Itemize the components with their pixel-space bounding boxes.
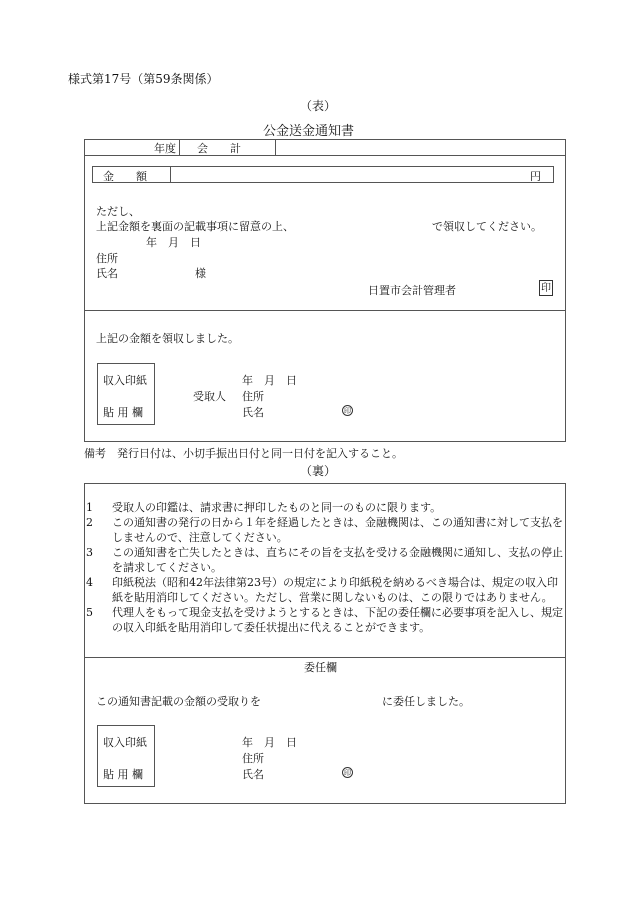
receipt-divider (84, 310, 566, 311)
stamp-affix-label-front: 貼 用 欄 (103, 406, 143, 419)
note-item (86, 515, 564, 545)
recipient-address-label: 住所 (242, 390, 264, 403)
delegation-text-prefix: この通知書記載の金額の受取りを (96, 695, 261, 708)
note-text: 代理人をもって現金支払を受けようとするときは、下記の委任欄に必要事項を記入し、規定の収入印紙を貼用消印して委任状提出に代えることができます。 (112, 606, 563, 634)
proviso-text-suffix: で領収してください。 (432, 220, 542, 233)
amount-divider (170, 166, 171, 183)
fiscal-year-label: 年度 (154, 142, 176, 155)
amount-label: 金 額 (103, 170, 147, 183)
issuer-seal-icon: 印 (539, 280, 553, 296)
fiscal-divider (179, 139, 180, 155)
note-number: 1 (86, 501, 93, 514)
document-title: 公金送金通知書 (263, 124, 355, 139)
issuer-name: 日置市会計管理者 (368, 284, 456, 297)
honorific: 様 (195, 267, 206, 280)
receipt-date: 年 月 日 (242, 374, 297, 387)
proviso-label: ただし、 (96, 205, 140, 218)
revenue-stamp-label-back: 収入印紙 (103, 736, 147, 749)
delegate-name-label: 氏名 (242, 768, 264, 781)
note-text: 受取人の印鑑は、請求書に押印したものと同一のものに限ります。 (112, 501, 442, 514)
form-number: 様式第17号（第59条関係） (68, 72, 219, 86)
front-form-box (84, 139, 566, 442)
account-divider (275, 139, 276, 155)
note-text: この通知書の発行の日から１年を経過したときは、金融機関は、この通知書に対して支払をしませんので、注意してください。 (112, 516, 563, 544)
proviso-text-prefix: 上記金額を裏面の記載事項に留意の上、 (96, 220, 294, 233)
recipient-seal-icon: 印 (344, 407, 351, 415)
note-item (86, 575, 564, 605)
recipient-name-label: 氏名 (242, 406, 264, 419)
note-item (86, 500, 564, 515)
recipient-label: 受取人 (193, 390, 226, 403)
note-text: この通知書を亡失したときは、直ちにその旨を支払を受ける金融機関に通知し、支払の停止を請求してください。 (112, 546, 563, 574)
delegation-divider (84, 657, 566, 658)
issue-date: 年 月 日 (146, 236, 201, 249)
delegate-seal-icon: 印 (344, 769, 351, 777)
stamp-affix-label-back: 貼 用 欄 (103, 768, 143, 781)
delegation-text-suffix: に委任しました。 (382, 695, 470, 708)
delegation-date: 年 月 日 (242, 736, 297, 749)
receipt-statement: 上記の金額を領収しました。 (96, 332, 239, 345)
payee-address-label: 住所 (96, 252, 118, 265)
note-number: 4 (86, 576, 93, 589)
remarks: 備考 発行日付は、小切手振出日付と同一日付を記入すること。 (84, 447, 403, 460)
yen-label: 円 (530, 170, 541, 183)
note-number: 3 (86, 546, 93, 559)
delegation-title: 委任欄 (304, 661, 337, 674)
revenue-stamp-label-front: 収入印紙 (103, 374, 147, 387)
account-label: 会 計 (197, 142, 241, 155)
note-number: 5 (86, 606, 93, 619)
amount-box (92, 166, 554, 183)
note-text: 印紙税法（昭和42年法律第23号）の規定により印紙税を納めるべき場合は、規定の収入印紙を貼用消印してください。ただし、営業に関しないものは、この限りではありません。 (112, 576, 558, 604)
note-item (86, 545, 564, 575)
front-label: （表） (300, 99, 337, 113)
notes-list (86, 500, 564, 635)
delegate-address-label: 住所 (242, 752, 264, 765)
note-item (86, 605, 564, 635)
back-label: （裏） (300, 464, 337, 478)
payee-name-label: 氏名 (96, 267, 118, 280)
note-number: 2 (86, 516, 93, 529)
